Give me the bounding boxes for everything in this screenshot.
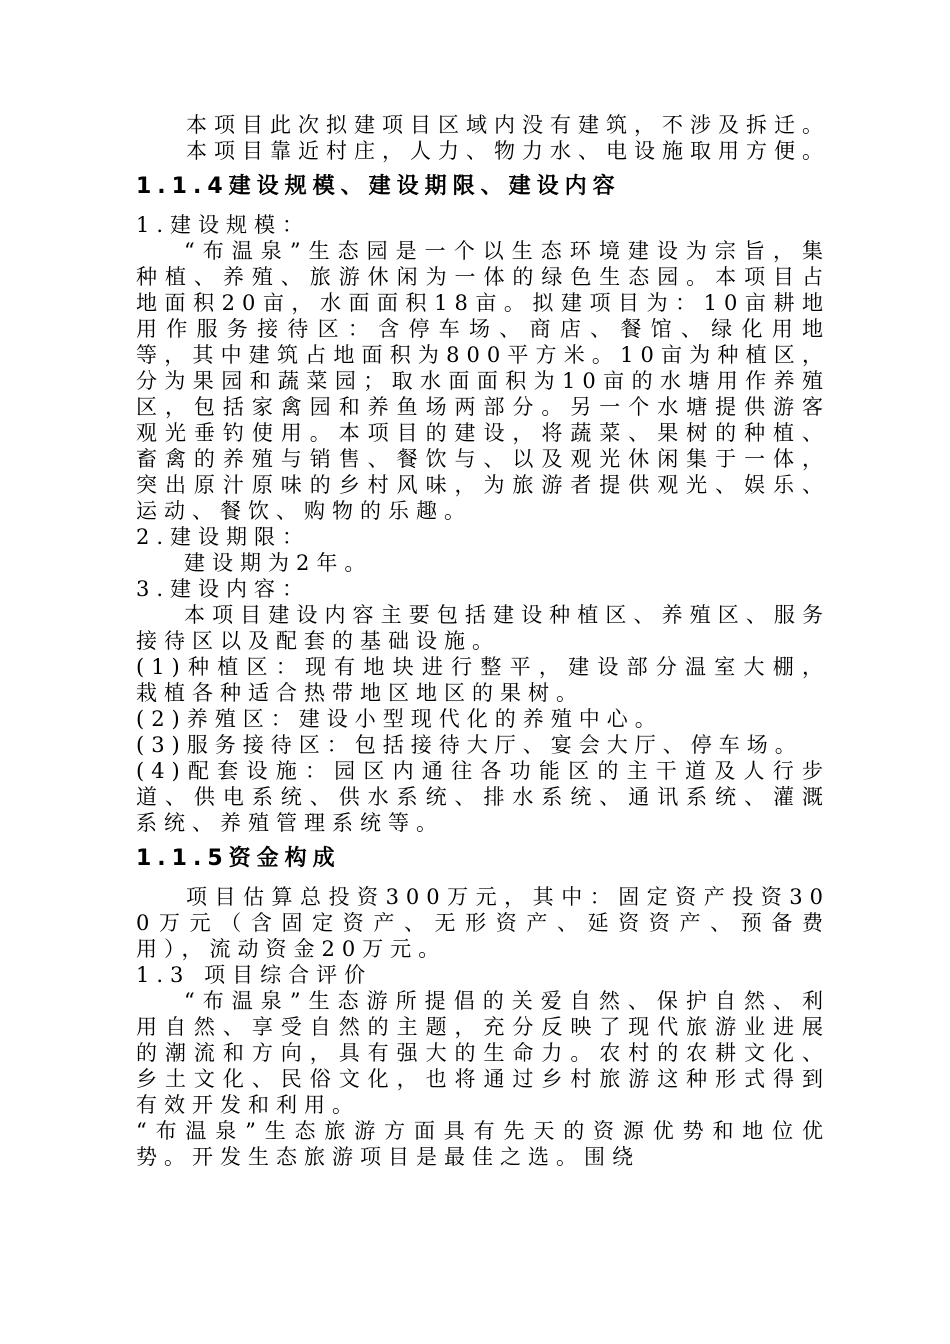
period-label: 2.建设期限： — [136, 525, 311, 549]
paragraph-no-demolition: 本项目此次拟建项目区域内没有建筑，不涉及拆迁。 — [186, 113, 830, 137]
content-label: 3.建设内容： — [136, 577, 311, 601]
scale-label: 1.建设规模： — [136, 213, 311, 237]
content-text: 本项目建设内容主要包括建设种植区、养殖区、服务接待区以及配套的基础设施。 — [136, 603, 830, 653]
scale-text: “布温泉”生态园是一个以生态环境建设为宗旨，集种植、养殖、旅游休闲为一体的绿色生态园。本项目占地面积20亩，水面面积18亩。拟建项目为：10亩耕地用作服务接待区：含停车场、商店、餐馆、绿化用地等，其中建筑占地面积为800平方米。10亩为种植区，分为果园和蔬菜园；取水面面积为10亩的水塘用作养殖区，包括家禽园和养鱼场两部分。另一个水塘提供游客观光垂钓使用。本项目的建设，将蔬菜、果树的种植、畜禽的养殖与销售、餐饮与、以及观光休闲集于一体，突出原汁原味的乡村风味，为旅游者提供观光、娱乐、运动、餐饮、购物的乐趣。 — [136, 239, 830, 523]
evaluation-text-2: “布温泉”生态旅游方面具有先天的资源优势和地位优势。开发生态旅游项目是最佳之选。围绕 — [136, 1119, 830, 1169]
list-item-breeding: (2)养殖区：建设小型现代化的养殖中心。 — [136, 707, 663, 731]
section-heading-1-1-4: 1.1.4建设规模、建设期限、建设内容 — [136, 174, 621, 199]
paragraph-convenience: 本项目靠近村庄，人力、物力水、电设施取用方便。 — [186, 139, 830, 163]
list-item-facilities: (4)配套设施：园区内通往各功能区的主干道及人行步道、供电系统、供水系统、排水系统、通讯系统、灌溉系统、养殖管理系统等。 — [136, 759, 830, 835]
period-text: 建设期为2年。 — [184, 551, 373, 575]
list-item-reception: (3)服务接待区：包括接待大厅、宴会大厅、停车场。 — [136, 733, 803, 757]
section-heading-1-3: 1.3 项目综合评价 — [136, 963, 373, 987]
list-item-planting: (1)种植区：现有地块进行整平，建设部分温室大棚，栽植各种适合热带地区地区的果树。 — [136, 655, 830, 705]
document-body — [136, 112, 830, 1170]
funding-text: 项目估算总投资300万元，其中：固定资产投资300万元（含固定资产、无形资产、延资资产、预备费用），流动资金20万元。 — [136, 885, 830, 961]
section-heading-1-1-5: 1.1.5资金构成 — [136, 846, 341, 871]
evaluation-text-1: “布温泉”生态游所提倡的关爱自然、保护自然、利用自然、享受自然的主题，充分反映了现代旅游业进展的潮流和方向，具有强大的生命力。农村的农耕文化、乡土文化、民俗文化，也将通过乡村旅游这种形式得到有效开发和利用。 — [136, 989, 830, 1117]
